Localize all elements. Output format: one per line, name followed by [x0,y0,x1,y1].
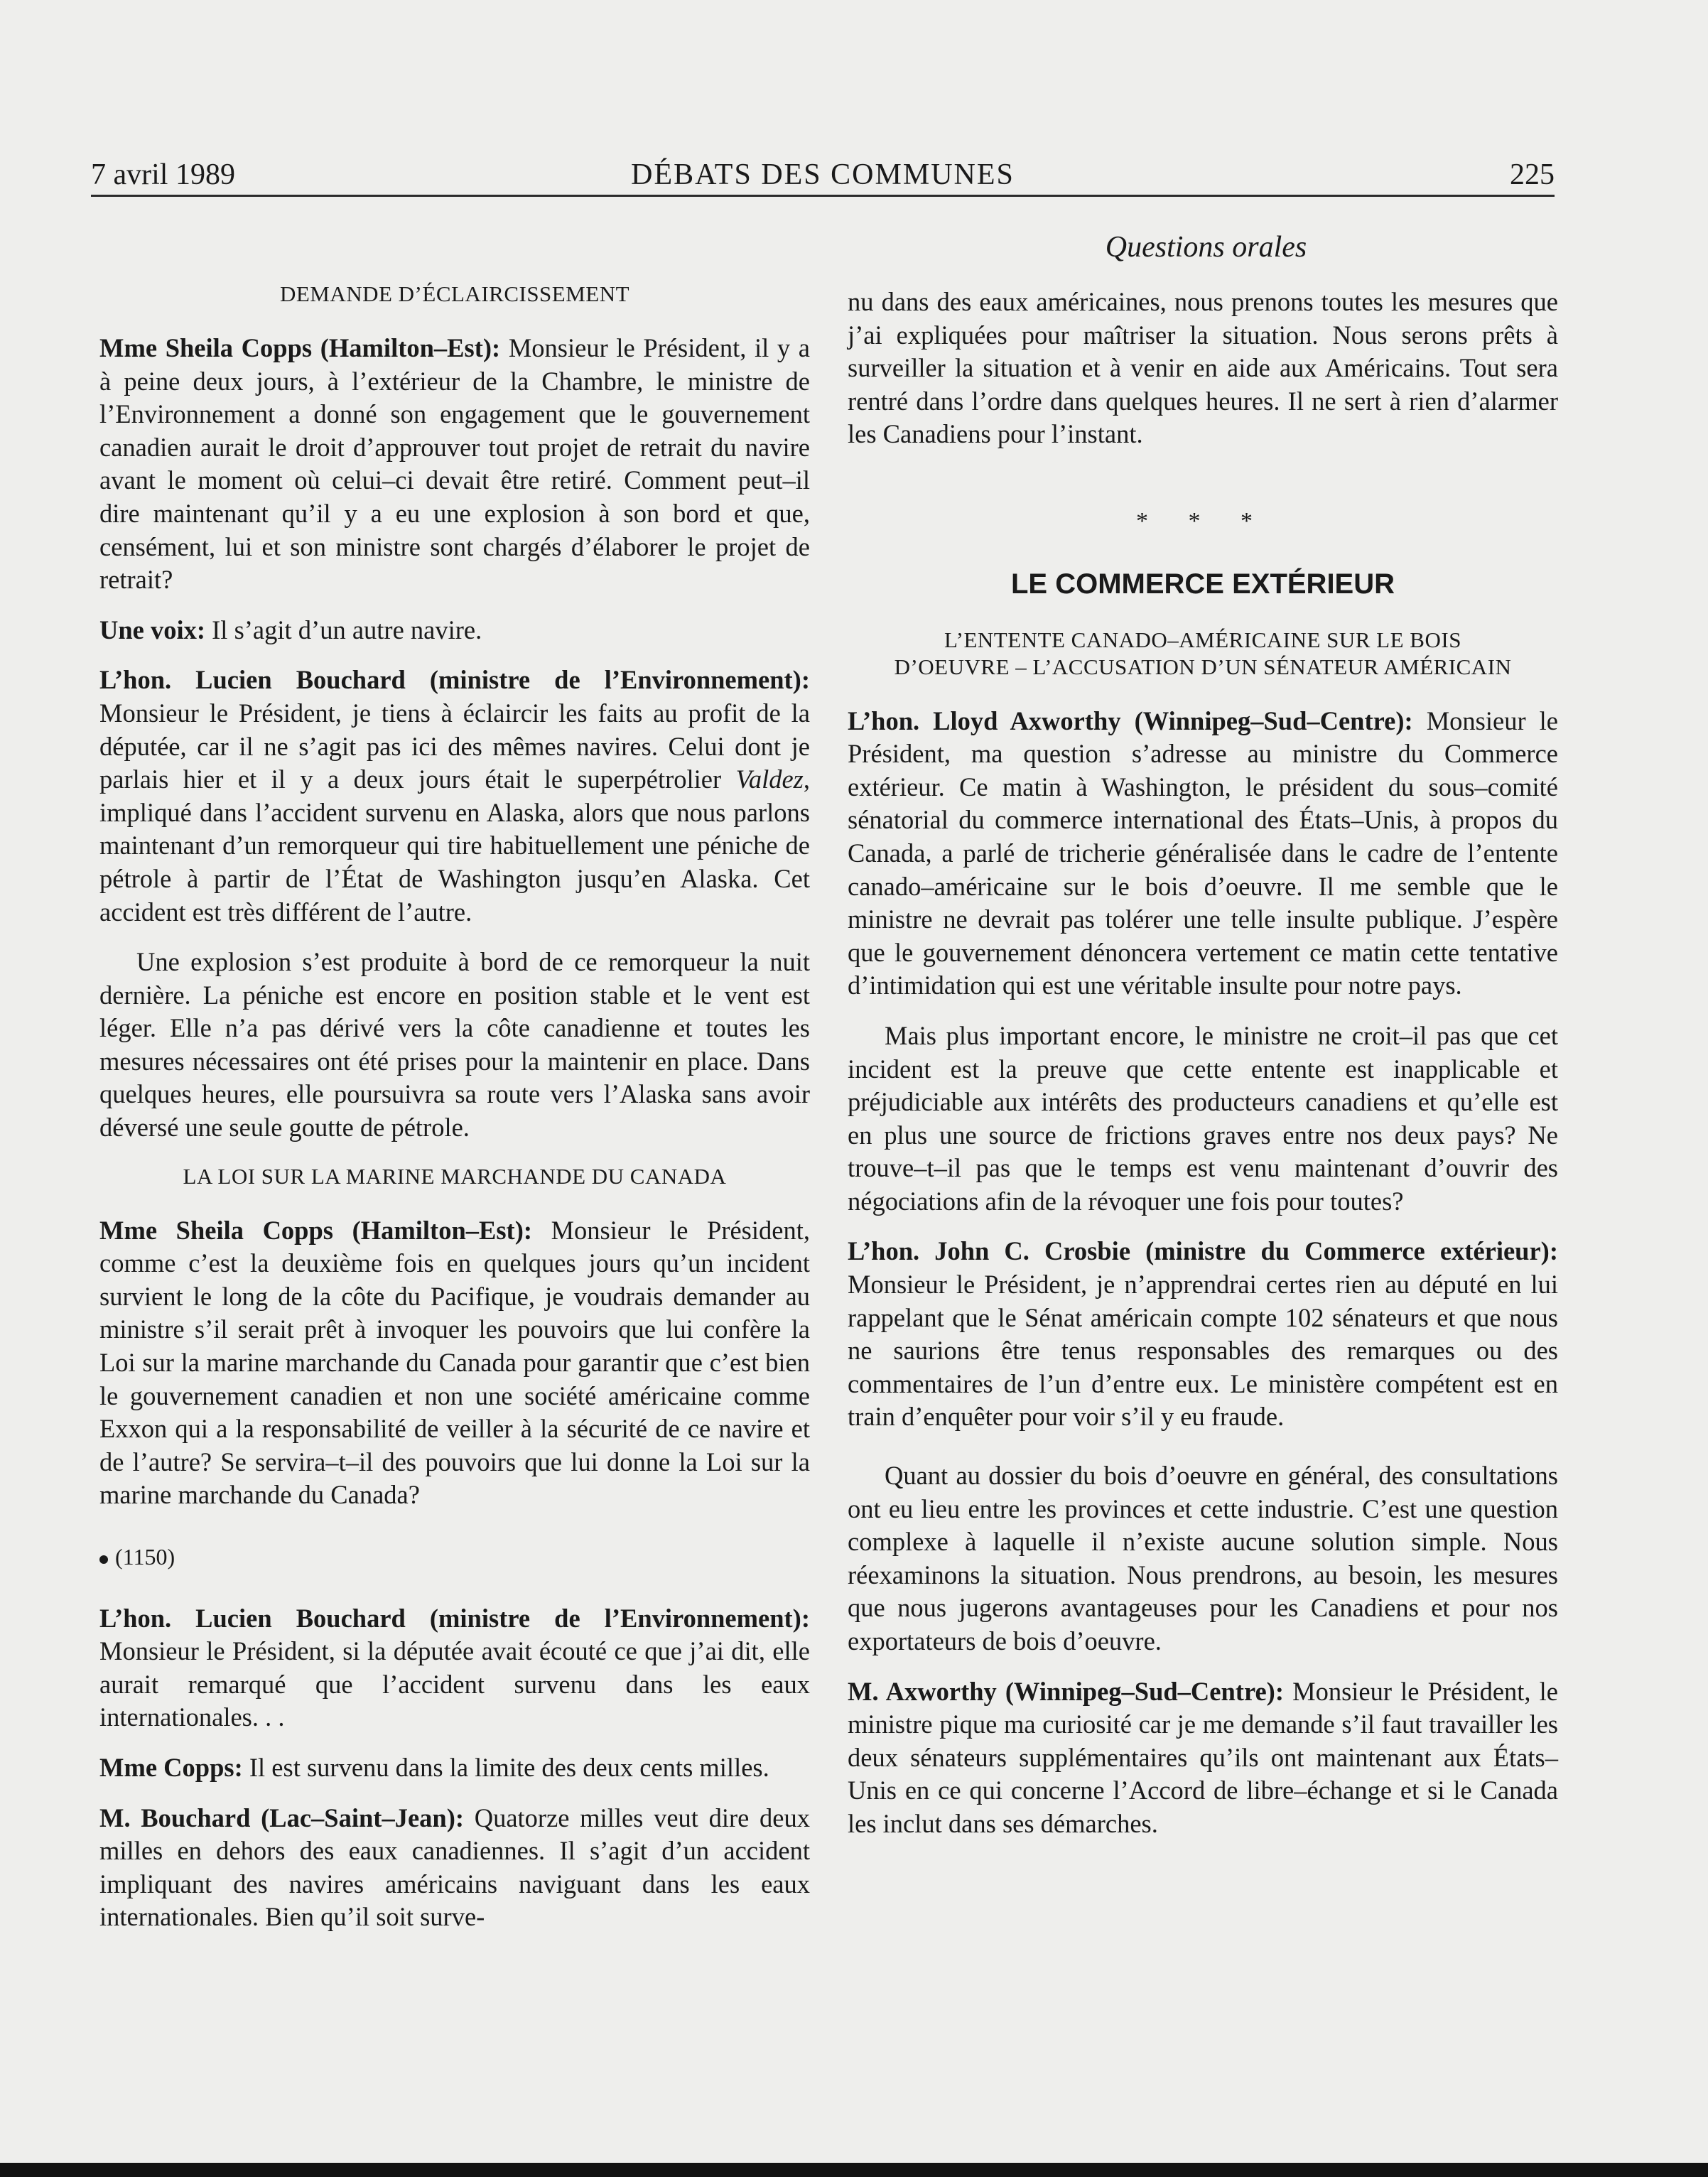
right-column [848,286,1558,1841]
speech-text: Quant au dossier du bois d’oeuvre en général, des consultations ont eu lieu entre les provinces et cette industrie. C’est une question complexe à laquelle il n’existe aucune solution simple. Nous réexaminons la situation. Nous prendrons, au besoin, les mesures que nous jugerons avantageuses pour les Canadiens et pour nos exportateurs de bois d’oeuvre. [848,1461,1558,1655]
speech-text: Monsieur le Président, je tiens à éclaircir les faits au profit de la députée, car il ne s’agit pas ici des mêmes navires. Celui dont je parlais hier et il y a deux jours était le superpétrolier [99,698,810,794]
paragraph [848,1459,1558,1658]
speaker-name: Mme Sheila Copps (Hamilton–Est): [99,1215,533,1245]
header-date: 7 avril 1989 [91,158,235,191]
section-separator: * * * [1136,507,1270,534]
speech-text: Mais plus important encore, le ministre ne croit–il pas que cet incident est la preuve que cette entente est inapplicable et préjudiciable aux intérêts des producteurs canadiens et qu’elle est en plus une source de frictions graves entre nos deux pays? Ne trouve–t–il pas que le temps est venu maintenant d’ouvrir des négociations afin de la révoquer une fois pour toutes? [848,1020,1558,1216]
timestamp-text: (1150) [115,1544,175,1570]
left-column [99,281,810,1934]
paragraph [99,1214,810,1512]
speech-text: Monsieur le Président, ma question s’adresse au ministre du Commerce extérieur. Ce matin à Washington, le président du sous–comité sénatorial du commerce international des États–Unis, à propos du Canada, a parlé de tricherie généralisée dans le cadre de l’entente canado–américaine sur le bois d’oeuvre. Il me semble que le ministre ne devrait pas tolérer une telle insulte publique. J’espère que le gouvernement dénoncera vertement ce matin cette tentative d’intimidation qui est une véritable insulte pour notre pays. [848,706,1559,1000]
paragraph [848,286,1558,451]
header-title: DÉBATS DES COMMUNES [631,158,1015,191]
paragraph [99,1602,810,1734]
speech-text: Une explosion s’est produite à bord de ce remorqueur la nuit dernière. La péniche est encore en position stable et le vent est léger. Elle n’a pas dérivé vers la côte canadienne et toutes les mesures nécessaires ont été prises pour la maintenir en place. Dans quelques heures, elle poursuivra sa route vers l’Alaska sans avoir déversé une seule goutte de pétrole. [99,947,810,1142]
paragraph [99,1751,810,1785]
speech-text: nu dans des eaux américaines, nous prenons toutes les mesures que j’ai expliquées pour maîtriser la situation. Nous serons prêts à surveiller la situation et à venir en aide aux Américains. Tout sera rentré dans l’ordre dans quelques heures. Il ne sert à rien d’alarmer les Canadiens pour l’instant. [848,287,1558,449]
paragraph [848,705,1558,1003]
subhead-entente [848,627,1558,681]
speech-text: Monsieur le Président, le ministre pique ma curiosité car je me demande s’il faut travailler les deux sénateurs supplémentaires qu’ils ont maintenant aux États–Unis en ce qui concerne l’Accord de libre–échange et si le Canada les inclut dans ses démarches. [848,1676,1558,1838]
timestamp [99,1540,810,1574]
subhead-line: L’ENTENTE CANADO–AMÉRICAINE SUR LE BOIS [944,627,1461,652]
speaker-name: M. Bouchard (Lac–Saint–Jean): [99,1803,465,1832]
speaker-name: L’hon. Lucien Bouchard (ministre de l’Environnement): [99,1603,810,1633]
speech-text: Monsieur le Président, comme c’est la deuxième fois en quelques jours qu’un incident survient le long de la côte du Pacifique, je voudrais demander au ministre s’il serait prêt à invoquer les pouvoirs que lui confère la Loi sur la marine marchande du Canada pour garantir que c’est bien le gouvernement canadien et non une société américaine comme Exxon qui a la responsabilité de veiller à la sécurité de ce navire et de l’autre? Se servira–t–il des pouvoirs que lui donne la Loi sur la marine marchande du Canada? [99,1215,810,1510]
subhead-demande: DEMANDE D’ÉCLAIRCISSEMENT [279,281,630,306]
speaker-name: Mme Copps: [99,1752,243,1782]
paragraph [848,1675,1558,1841]
speaker-name: L’hon. Lloyd Axworthy (Winnipeg–Sud–Centre): [848,706,1413,735]
speaker-name: M. Axworthy (Winnipeg–Sud–Centre): [848,1676,1284,1706]
speech-text: Il s’agit d’un autre navire. [205,615,482,644]
subhead-line: D’OEUVRE – L’ACCUSATION D’UN SÉNATEUR AMÉRICAIN [894,654,1512,679]
speaker-name: L’hon. John C. Crosbie (ministre du Commerce extérieur): [848,1236,1558,1266]
header-rule [91,195,1555,197]
speech-text: Monsieur le Président, si la députée avait écouté ce que j’ai dit, elle aurait remarqué que l’accident survenu dans les eaux internationales. . . [99,1636,810,1732]
paragraph [99,1802,810,1934]
speech-text: Monsieur le Président, il y a à peine deux jours, à l’extérieur de la Chambre, le ministre de l’Environnement a donné son engagement que le gouvernement canadien aurait le droit d’approuver tout projet de retrait du navire avant le moment où celui–ci devait être retiré. Comment peut–il dire maintenant qu’il y a eu une explosion à son bord et que, censément, lui et son ministre sont chargés d’élaborer le projet de retrait? [99,333,810,595]
subhead-loi-marine: LA LOI SUR LA MARINE MARCHANDE DU CANADA [183,1163,727,1189]
paragraph [848,1235,1558,1434]
speech-text: Quatorze milles veut dire deux milles en dehors des eaux canadiennes. Il s’agit d’un accident impliquant des navires américains naviguant dans les eaux internationales. Bien qu’il soit surve- [99,1803,810,1932]
paragraph [99,614,810,647]
scan-edge [0,2163,1708,2177]
speaker-name: L’hon. Lucien Bouchard (ministre de l’Environnement): [99,665,810,695]
page-number: 225 [1510,158,1555,191]
speech-text: Monsieur le Président, je n’apprendrai certes rien au député en lui rappelant que le Sénat américain compte 102 sénateurs et que nous ne saurions être tenus responsables des remarques ou des commentaires de l’un d’entre eux. Le ministère compétent est en train d’enquêter pour voir s’il y eu fraude. [848,1270,1558,1432]
running-head: Questions orales [1105,231,1307,264]
speech-text: , impliqué dans l’accident survenu en Alaska, alors que nous parlons maintenant d’un remorqueur qui tire habituellement une péniche de pétrole à partir de l’État de Washington jusqu’en Alaska. Cet accident est très différent de l’autre. [99,765,810,927]
page-header [91,151,1555,193]
speech-text: Il est survenu dans la limite des deux cents milles. [242,1752,769,1782]
speaker-name: Mme Sheila Copps (Hamilton–Est): [99,333,501,362]
speaker-name: Une voix: [99,615,206,644]
paragraph [99,946,810,1145]
bullet-icon [99,1555,108,1564]
section-heading: LE COMMERCE EXTÉRIEUR [1010,568,1395,600]
paragraph [99,664,810,929]
ship-name: Valdez [735,765,804,794]
paragraph [99,332,810,597]
paragraph [848,1020,1558,1219]
